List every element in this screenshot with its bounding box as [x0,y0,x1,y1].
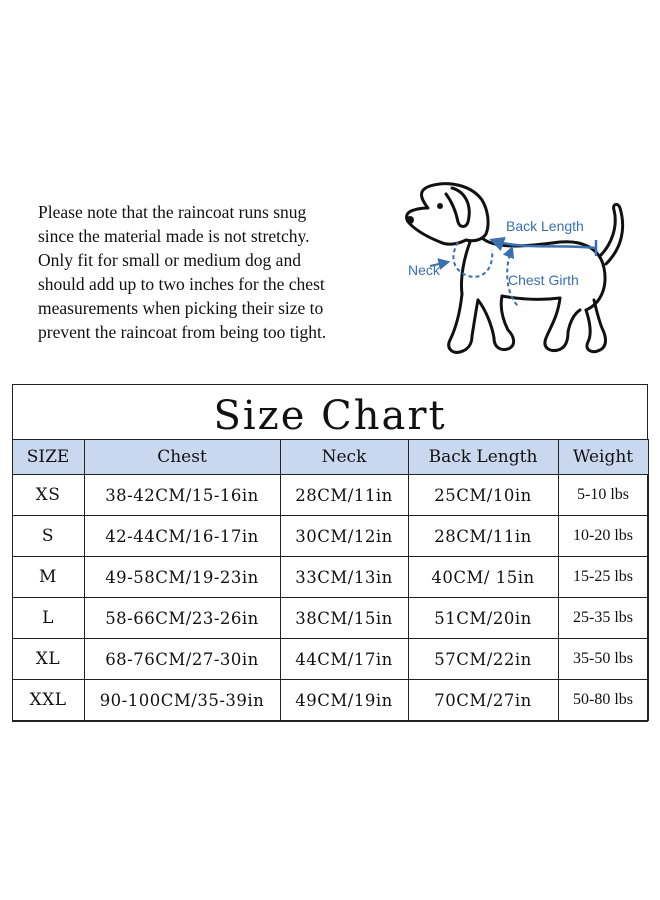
cell-weight: 35-50 lbs [558,639,648,680]
neck-label: Neck [408,262,440,278]
column-header-neck: Neck [280,440,408,475]
cell-chest: 68-76CM/27-30in [84,639,280,680]
note-line: prevent the raincoat from being too tight. [38,322,327,342]
cell-back-length: 28CM/11in [408,516,558,557]
cell-size: XL [12,639,84,680]
cell-back-length: 51CM/20in [408,598,558,639]
cell-neck: 30CM/12in [280,516,408,557]
sizing-note [38,200,398,344]
neck-arrow-icon [453,242,492,277]
cell-weight: 10-20 lbs [558,516,648,557]
cell-neck: 33CM/13in [280,557,408,598]
note-line: should add up to two inches for the chest [38,274,325,294]
table-row [12,475,648,516]
cell-neck: 44CM/17in [280,639,408,680]
size-chart [12,384,648,722]
cell-neck: 28CM/11in [280,475,408,516]
dog-measurement-diagram [400,178,630,363]
cell-size: XS [12,475,84,516]
cell-neck: 49CM/19in [280,680,408,721]
cell-weight: 15-25 lbs [558,557,648,598]
table-row [12,557,648,598]
column-header-size: SIZE [12,440,84,475]
column-header-weight: Weight [558,440,648,475]
cell-chest: 49-58CM/19-23in [84,557,280,598]
table-row [12,680,648,721]
cell-size: S [12,516,84,557]
note-line: Please note that the raincoat runs snug [38,202,307,222]
cell-weight: 50-80 lbs [558,680,648,721]
dog-eye-icon [437,203,443,209]
cell-back-length: 25CM/10in [408,475,558,516]
cell-size: M [12,557,84,598]
table-row [12,598,648,639]
dog-nose-icon [406,216,414,224]
chest-girth-label: Chest Girth [508,272,579,288]
note-line: since the material made is not stretchy. [38,226,310,246]
cell-size: L [12,598,84,639]
column-header-chest: Chest [84,440,280,475]
cell-size: XXL [12,680,84,721]
note-line: measurements when picking their size to [38,298,324,318]
cell-neck: 38CM/15in [280,598,408,639]
cell-weight: 25-35 lbs [558,598,648,639]
cell-chest: 38-42CM/15-16in [84,475,280,516]
back-length-label: Back Length [506,218,584,234]
note-line: Only fit for small or medium dog and [38,250,301,270]
cell-back-length: 57CM/22in [408,639,558,680]
cell-weight: 5-10 lbs [558,475,648,516]
cell-back-length: 40CM/ 15in [408,557,558,598]
size-table [12,439,649,721]
table-row [12,516,648,557]
table-row [12,639,648,680]
chart-title: Size Chart [213,393,447,439]
cell-chest: 42-44CM/16-17in [84,516,280,557]
column-header-back-length: Back Length [408,440,558,475]
table-header-row [12,440,648,475]
cell-chest: 90-100CM/35-39in [84,680,280,721]
cell-chest: 58-66CM/23-26in [84,598,280,639]
cell-back-length: 70CM/27in [408,680,558,721]
